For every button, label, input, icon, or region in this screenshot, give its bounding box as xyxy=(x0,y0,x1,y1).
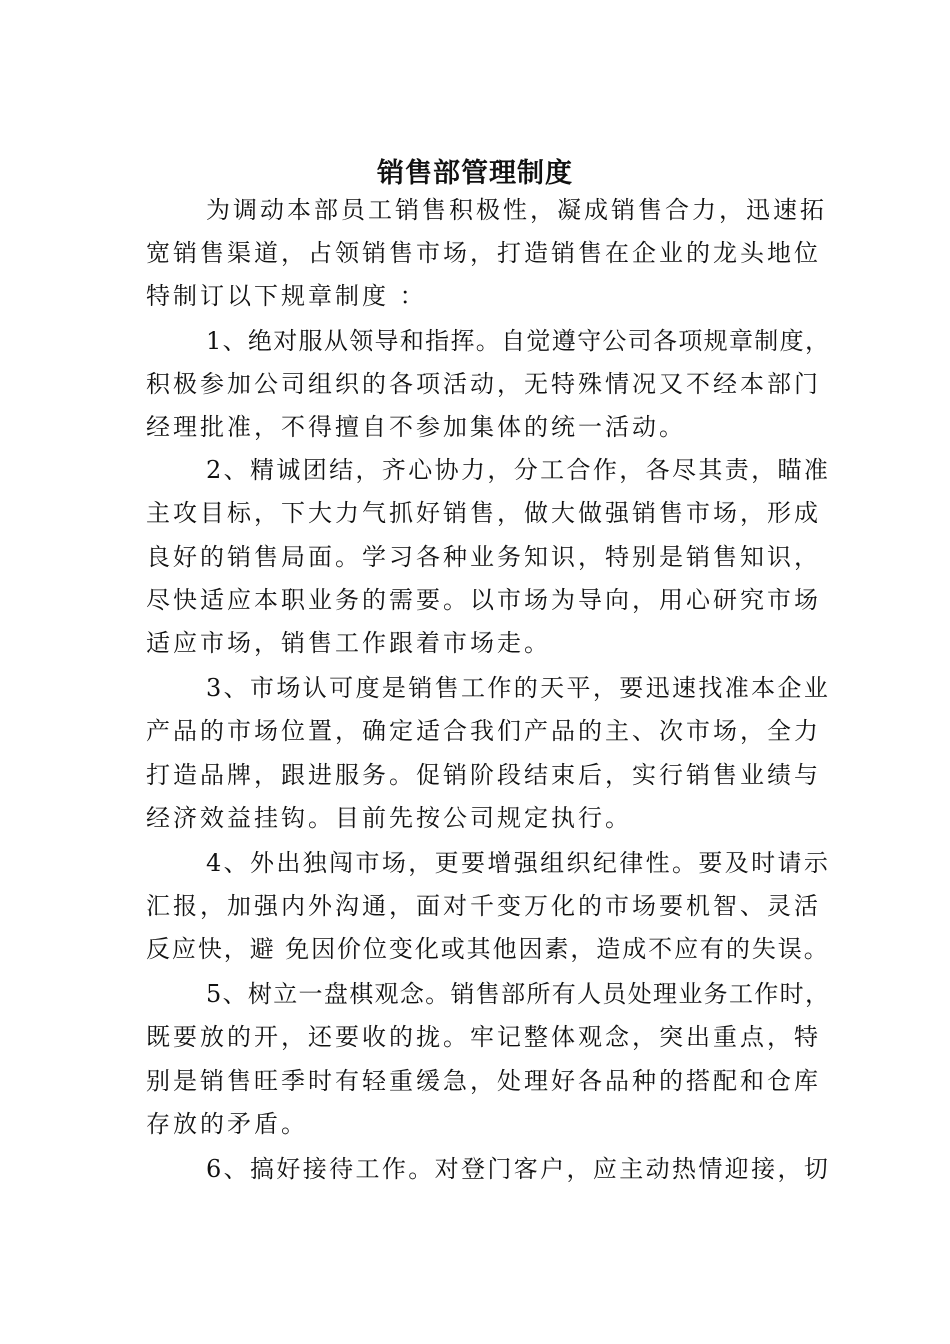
rule-2-line-3: 良好的销售局面。学习各种业务知识，特别是销售知识， xyxy=(146,543,821,571)
rule-6-line-1: 6、搞好接待工作。对登门客户，应主动热情迎接，切 xyxy=(206,1155,831,1183)
rule-5-line-3: 别是销售旺季时有轻重缓急，处理好各品种的搭配和仓库 xyxy=(146,1067,821,1095)
rule-5-line-2: 既要放的开，还要收的拢。牢记整体观念，突出重点，特 xyxy=(146,1023,821,1051)
rule-5-line-4: 存放的矛盾。 xyxy=(146,1110,308,1138)
rule-3-line-4: 经济效益挂钩。目前先按公司规定执行。 xyxy=(146,804,632,832)
rule-2-line-2: 主攻目标，下大力气抓好销售，做大做强销售市场，形成 xyxy=(146,499,821,527)
paragraph-intro-line-3: 特制订以下规章制度 ： xyxy=(146,282,427,310)
rule-1-line-1: 1、绝对服从领导和指挥。自觉遵守公司各项规章制度， xyxy=(206,327,831,355)
document-title: 销售部管理制度 xyxy=(377,158,573,189)
rule-3-line-3: 打造品牌，跟进服务。促销阶段结束后，实行销售业绩与 xyxy=(146,761,821,789)
rule-4-line-1: 4、外出独闯市场，更要增强组织纪律性。要及时请示 xyxy=(206,849,831,877)
paragraph-intro-line-2: 宽销售渠道，占领销售市场，打造销售在企业的龙头地位 xyxy=(146,239,821,267)
rule-3-line-2: 产品的市场位置，确定适合我们产品的主、次市场，全力 xyxy=(146,717,821,745)
rule-4-line-3: 反应快，避 免因价位变化或其他因素，造成不应有的失误。 xyxy=(146,935,830,963)
rule-2-line-5: 适应市场，销售工作跟着市场走。 xyxy=(146,629,551,657)
rule-4-line-2: 汇报，加强内外沟通，面对千变万化的市场要机智、灵活 xyxy=(146,892,821,920)
rule-2-line-4: 尽快适应本职业务的需要。以市场为导向，用心研究市场 xyxy=(146,586,821,614)
rule-1-line-3: 经理批准，不得擅自不参加集体的统一活动。 xyxy=(146,413,686,441)
rule-1-line-2: 积极参加公司组织的各项活动，无特殊情况又不经本部门 xyxy=(146,370,821,398)
rule-5-line-1: 5、树立一盘棋观念。销售部所有人员处理业务工作时， xyxy=(206,980,831,1008)
rule-3-line-1: 3、市场认可度是销售工作的天平，要迅速找准本企业 xyxy=(206,674,831,702)
rule-2-line-1: 2、精诚团结，齐心协力，分工合作，各尽其责，瞄准 xyxy=(206,456,831,484)
paragraph-intro-line-1: 为调动本部员工销售积极性，凝成销售合力，迅速拓 xyxy=(206,196,827,224)
